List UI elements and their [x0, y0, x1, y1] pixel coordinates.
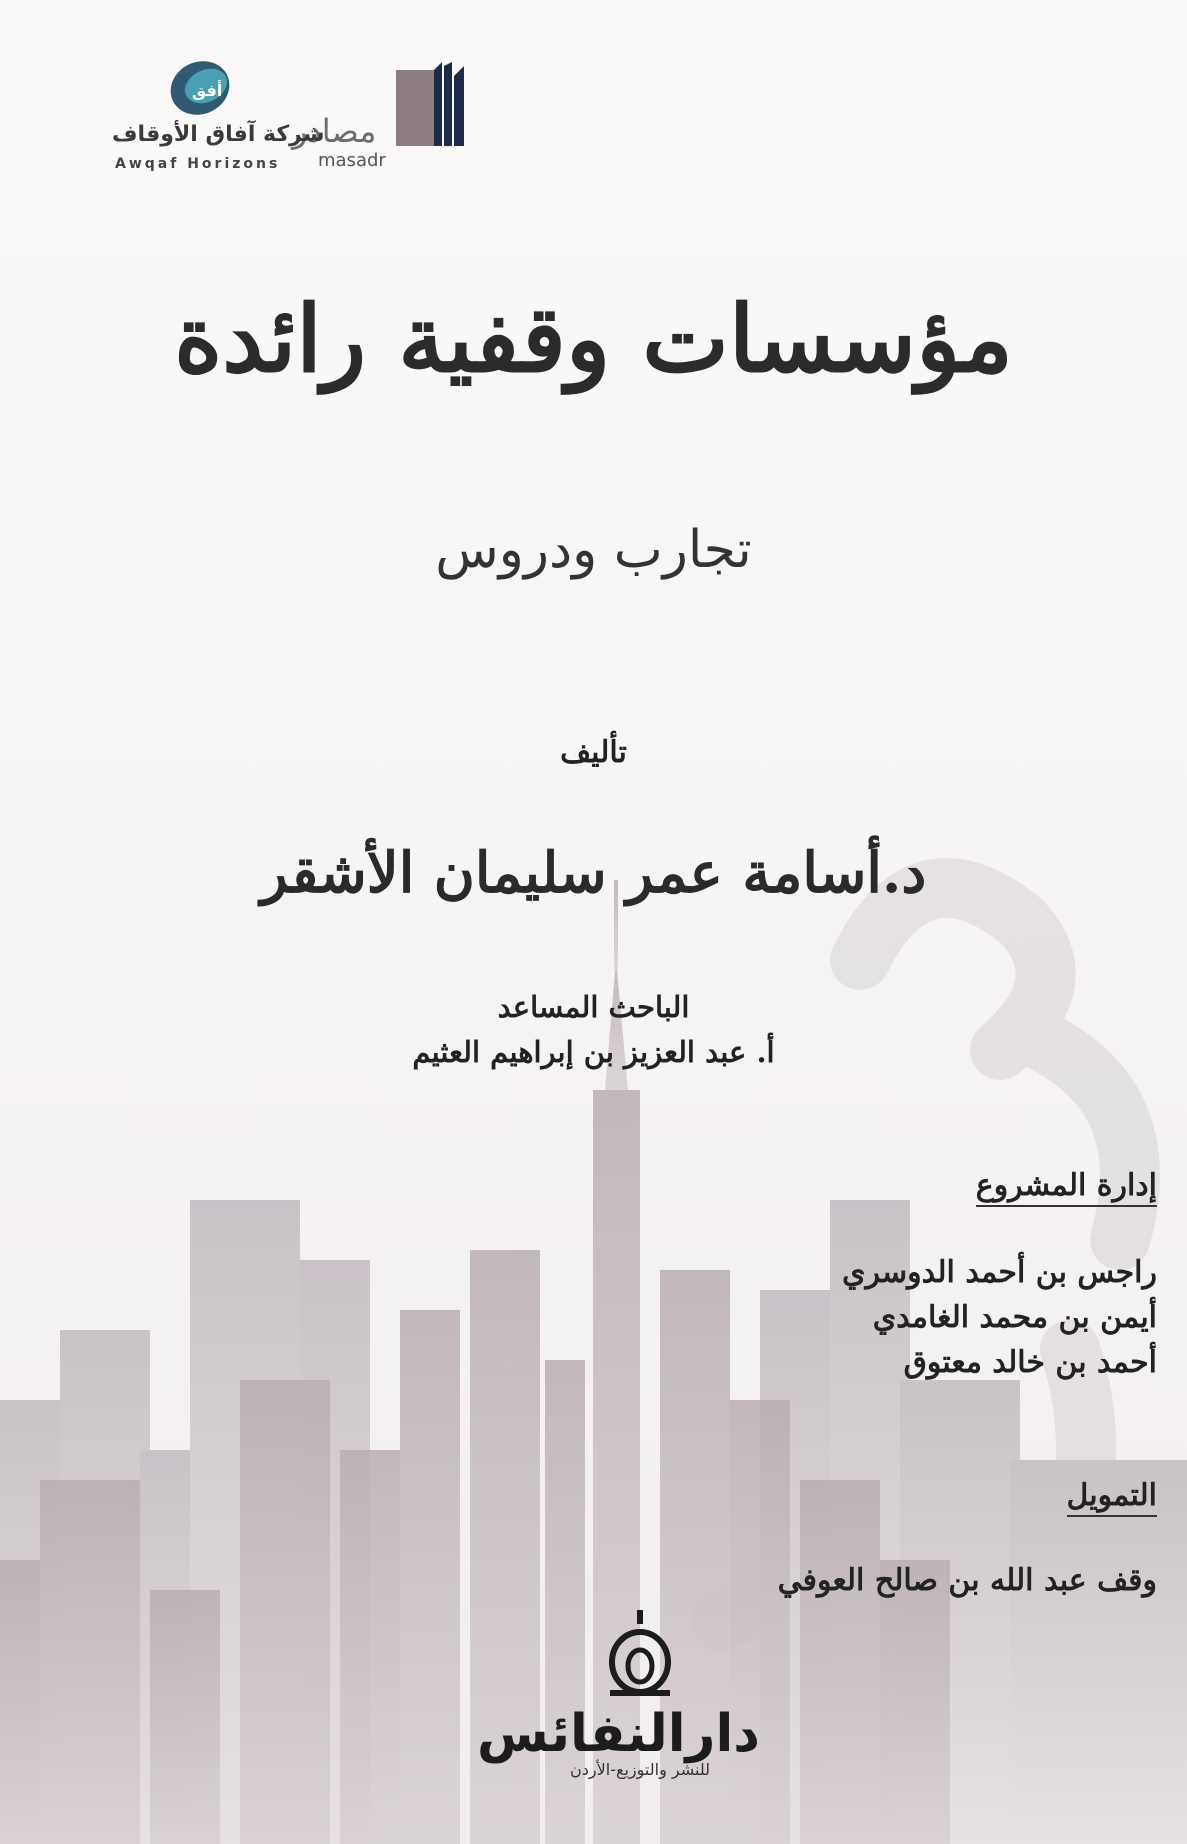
- funder-name: وقف عبد الله بن صالح العوفي: [777, 1563, 1157, 1598]
- svg-text:أفق: أفق: [192, 81, 223, 100]
- book-subtitle: تجارب ودروس: [435, 520, 752, 580]
- project-member: أيمن بن محمد الغامدي: [872, 1300, 1157, 1335]
- book-title: مؤسسات وقفية رائدة: [174, 285, 1013, 393]
- masadr-logo-arabic: مصادر: [292, 112, 377, 150]
- publisher-block: [476, 1610, 760, 1779]
- project-management-label: [976, 1168, 1157, 1203]
- masadr-logo-latin: masadr: [318, 150, 386, 171]
- project-member: راجس بن أحمد الدوسري: [842, 1255, 1157, 1290]
- assistant-label: الباحث المساعد: [497, 990, 690, 1024]
- project-member: أحمد بن خالد معتوق: [903, 1345, 1157, 1380]
- project-management-heading: إدارة المشروع: [976, 1168, 1157, 1207]
- author-name: د.أسامة عمر سليمان الأشقر: [260, 840, 927, 906]
- assistant-name: أ. عبد العزيز بن إبراهيم العثيم: [412, 1035, 775, 1069]
- funding-heading: التمويل: [1067, 1478, 1157, 1517]
- publisher-emblem-icon: [600, 1610, 680, 1700]
- author-label: تأليف: [560, 735, 627, 770]
- awqaf-logo-latin: Awqaf Horizons: [115, 156, 281, 172]
- funding-label: [1067, 1478, 1157, 1513]
- awqaf-logo-arabic: شركة آفاق الأوقاف: [112, 122, 325, 147]
- publisher-tagline: للنشر والتوزيع-الأردن: [570, 1760, 710, 1779]
- publisher-name: دارالنفائس: [476, 1704, 760, 1764]
